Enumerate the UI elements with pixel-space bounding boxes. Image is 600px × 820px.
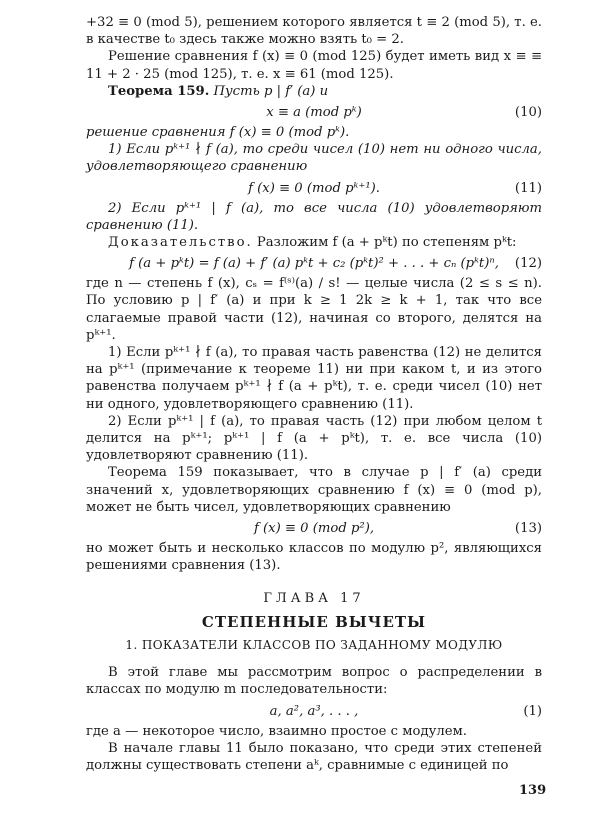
paragraph-4: 1) Если pᵏ⁺¹ ∤ f (a), то среди чисел (10) нет ни одного числа, удовлетворяющего сравнению <box>86 142 542 175</box>
equation-11-number: (11) <box>514 180 542 196</box>
section-title: 1. ПОКАЗАТЕЛИ КЛАССОВ ПО ЗАДАННОМУ МОДУЛЮ <box>125 637 503 652</box>
equation-11-formula: f (x) ≡ 0 (mod pᵏ⁺¹). <box>248 180 380 196</box>
paragraph-13: В начале главы 11 было показано, что среди этих степеней должны существовать степени aᵏ, сравнимые с единицей по <box>86 740 542 773</box>
equation-12 <box>86 254 542 273</box>
paragraph-9: Теорема 159 показывает, что в случае p | f′ (a) среди значений x, удовлетворяющих сравнению f (x) ≡ 0 (mod p), может не быть чисел, удовлетворяющих сравнению <box>86 465 542 515</box>
theorem-statement: Пусть p | f′ (a) и <box>213 83 329 99</box>
equation-10-number: (10) <box>514 105 542 121</box>
paragraph-3: решение сравнения f (x) ≡ 0 (mod pᵏ). <box>86 125 350 141</box>
equation-10-formula: x ≡ a (mod pᵏ) <box>266 105 362 121</box>
equation-11 <box>86 179 542 198</box>
chapter-title: СТЕПЕННЫЕ ВЫЧЕТЫ <box>201 612 427 631</box>
proof-text: Разложим f (a + pᵏt) по степеням pᵏt: <box>256 235 517 251</box>
equation-13-number: (13) <box>514 521 542 537</box>
equation-1-formula: a, a², a³, . . . , <box>269 703 359 719</box>
theorem-heading: Теорема 159. <box>108 83 210 99</box>
paragraph-2: Решение сравнения f (x) ≡ 0 (mod 125) будет иметь вид x ≡ ≡ 11 + 2 · 25 (mod 125), т. е. x ≡ 61 (mod 125). <box>86 49 542 82</box>
paragraph-5: 2) Если pᵏ⁺¹ | f (a), то все числа (10) удовлетворяют сравнению (11). <box>86 200 542 233</box>
equation-1-number: (1) <box>523 703 542 719</box>
equation-12-number: (12) <box>514 256 542 272</box>
paragraph-10: но может быть и несколько классов по модулю p², являющихся решениями сравнения (13). <box>86 541 542 574</box>
proof-start <box>86 234 542 251</box>
paragraph-8: 2) Если pᵏ⁺¹ | f (a), то правая часть (12) при любом целом t делится на pᵏ⁺¹; pᵏ⁺¹ | f (a + pᵏt), т. е. все числа (10) удовлетворяют сравнению (11). <box>86 413 542 464</box>
chapter-label: ГЛАВА 17 <box>263 591 365 607</box>
page-number: 139 <box>519 783 547 798</box>
equation-13-formula: f (x) ≡ 0 (mod p²), <box>253 521 375 537</box>
paragraph-6: где n — степень f (x), cₛ = f⁽ˢ⁾(a) / s! — целые числа (2 ≤ s ≤ n). По условию p | f′ (a) и при k ≥ 1 2k ≥ k + 1, так что все слагаемые правой части (12), начиная со второго, делятся на pᵏ⁺¹. <box>86 276 542 343</box>
equation-10 <box>86 103 542 122</box>
paragraph-7: 1) Если pᵏ⁺¹ ∤ f (a), то правая часть равенства (12) не делится на pᵏ⁺¹ (примечание к теореме 11) ни при каком t, и из этого равенства получаем pᵏ⁺¹ ∤ f (a + pᵏt), т. е. среди чисел (10) нет ни одного, удовлетворяющего сравнению (11). <box>86 345 542 412</box>
paragraph-11: В этой главе мы рассмотрим вопрос о распределении в классах по модулю m последовательности: <box>86 665 542 698</box>
paragraph-12: где a — некоторое число, взаимно простое с модулем. <box>86 723 467 739</box>
equation-1 <box>86 702 542 721</box>
theorem-159 <box>86 83 542 100</box>
equation-13 <box>86 519 542 538</box>
paragraph-1: +32 ≡ 0 (mod 5), решением которого является t ≡ 2 (mod 5), т. е. в качестве t₀ здесь также можно взять t₀ = 2. <box>86 15 542 48</box>
proof-heading: Доказательство. <box>108 235 253 251</box>
equation-12-formula: f (a + pᵏt) = f (a) + f′ (a) pᵏt + c₂ (pᵏt)² + . . . + cₙ (pᵏt)ⁿ, <box>129 256 499 272</box>
page-body <box>86 14 542 774</box>
